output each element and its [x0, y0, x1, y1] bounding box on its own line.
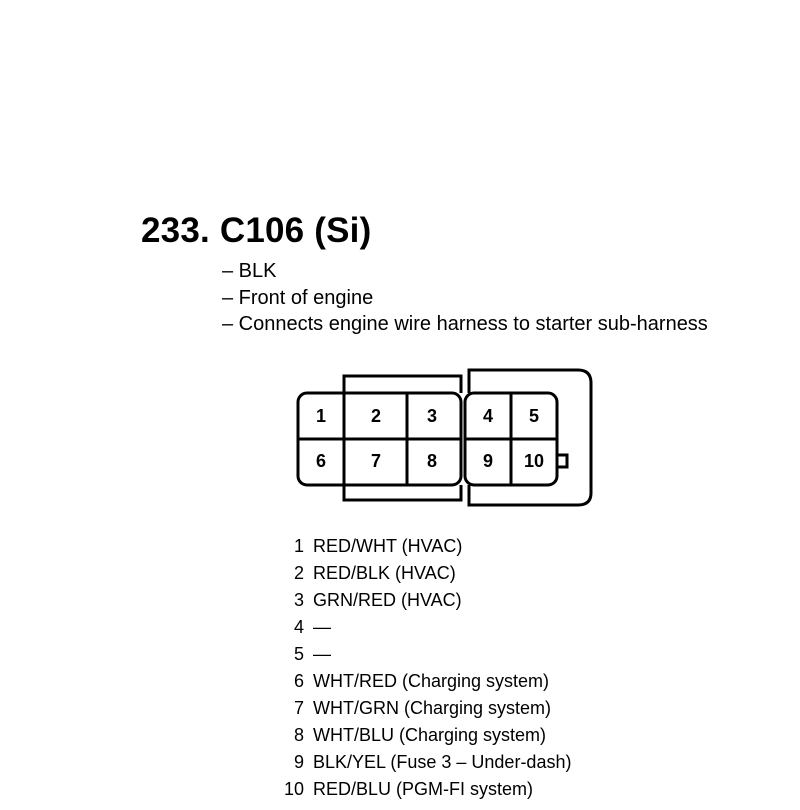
pin-number: 8 — [293, 725, 304, 745]
pin-number: 1 — [293, 536, 304, 556]
pin-description: RED/BLK (HVAC) — [313, 563, 456, 583]
pin-label: 7 — [370, 451, 382, 471]
pin-label: 1 — [315, 406, 327, 426]
pin-number: 9 — [293, 752, 304, 772]
pin-assignment-list — [276, 533, 571, 803]
pin-row — [276, 560, 571, 587]
pin-label: 8 — [426, 451, 438, 471]
pin-row — [276, 668, 571, 695]
connector-location: – Front of engine — [222, 286, 374, 309]
pin-row — [276, 641, 571, 668]
pin-label: 5 — [528, 406, 540, 426]
pin-description: GRN/RED (HVAC) — [313, 590, 462, 610]
pin-row — [276, 776, 571, 803]
pin-label: 10 — [523, 451, 545, 471]
pin-label: 6 — [315, 451, 327, 471]
connector-title: 233. C106 (Si) — [141, 211, 372, 250]
pin-description: BLK/YEL (Fuse 3 – Under-dash) — [313, 752, 572, 772]
pin-row — [276, 614, 571, 641]
pin-label: 9 — [482, 451, 494, 471]
pin-row — [276, 533, 571, 560]
pin-description: RED/BLU (PGM-FI system) — [313, 779, 534, 799]
pin-number: 10 — [283, 779, 304, 799]
pin-label: 2 — [370, 406, 382, 426]
pin-number: 6 — [293, 671, 304, 691]
connector-description: – Connects engine wire harness to starter sub-harness — [222, 313, 708, 335]
connector-color: – BLK — [222, 260, 277, 282]
pin-number: 5 — [293, 644, 304, 664]
pin-description: WHT/GRN (Charging system) — [313, 698, 552, 718]
pin-number: 4 — [293, 617, 304, 637]
pin-description: RED/WHT (HVAC) — [313, 536, 463, 556]
pin-number: 2 — [293, 563, 304, 583]
pin-description: WHT/RED (Charging system) — [313, 671, 550, 691]
latch-top-outline — [344, 376, 461, 393]
pin-row — [276, 749, 571, 776]
pin-number: 3 — [293, 590, 304, 610]
pin-row — [276, 695, 571, 722]
pin-description: WHT/BLU (Charging system) — [313, 725, 547, 745]
pin-description: — — [313, 644, 331, 664]
pin-row — [276, 722, 571, 749]
pin-description: — — [313, 617, 331, 637]
pin-label: 4 — [482, 406, 494, 426]
latch-bottom-outline — [344, 485, 461, 500]
pin-row — [276, 587, 571, 614]
pin-label: 3 — [426, 406, 438, 426]
pin-number: 7 — [293, 698, 304, 718]
